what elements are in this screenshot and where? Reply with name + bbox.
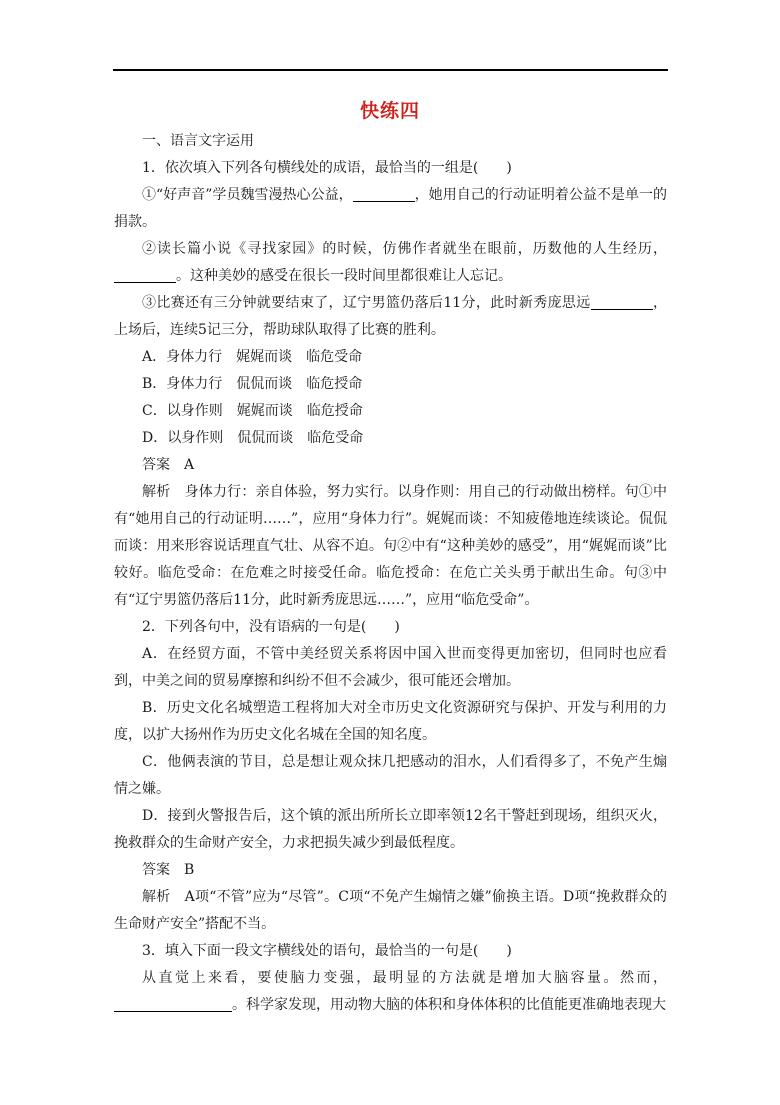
question-1-analysis: 解析 身体力行：亲自体验，努力实行。以身作则：用自己的行动做出榜样。句①中有“她用自己的行动证明……”，应用“身体力行”。娓娓而谈：不知疲倦地连续谈论。侃侃而谈：用来形容说话理直气壮、从容不迫。句②中有“这种美妙的感受”，用“娓娓而谈”比较好。临危受命：在危难之时接受任命。临危授命：在危亡关头勇于献出生命。句③中有“辽宁男篮仍落后11分，此时新秀庞思远……”，应用“临危受命”。 (114, 484, 667, 608)
question-2-option-b: B．历史文化名城塑造工程将加大对全市历史文化资源研究与保护、开发与利用的力度，以扩大扬州作为历史文化名城在全国的知名度。 (114, 700, 667, 743)
question-1-option-c: C．以身作则 娓娓而谈 临危授命 (142, 403, 363, 419)
header-rule (113, 69, 668, 71)
question-3-stem: 3．填入下面一段文字横线处的语句，最恰当的一句是( ) (142, 943, 512, 959)
question-1-option-b: B．身体力行 侃侃而谈 临危授命 (142, 376, 363, 392)
sentence-text: ，她用自己的行动证明着公益不是单一的捐款。 (114, 187, 667, 230)
question-3-passage (114, 965, 667, 1019)
fill-blank (591, 293, 653, 310)
fill-blank (114, 266, 176, 283)
sentence-text: ①“好声音”学员魏雪漫热心公益， (142, 187, 353, 203)
question-2-analysis: 解析 A项“不管”应为“尽管”。C项“不免产生煽情之嫌”偷换主语。D项“挽救群众的生命财产安全”搭配不当。 (114, 889, 667, 932)
question-1-answer: 答案 A (142, 457, 195, 473)
question-1-stem: 1．依次填入下列各句横线处的成语，最恰当的一组是( ) (142, 160, 512, 176)
page-title: 快练四 (359, 100, 420, 122)
fill-blank (114, 995, 232, 1012)
question-1-sentence-3 (114, 290, 667, 344)
question-1-option-a: A．身体力行 娓娓而谈 临危受命 (142, 349, 363, 365)
sentence-text: ②读长篇小说《寻找家园》的时候，仿佛作者就坐在眼前，历数他的人生经历， (142, 241, 667, 257)
sentence-text: ③比赛还有三分钟就要结束了，辽宁男篮仍落后11分，此时新秀庞思远 (142, 295, 591, 311)
section-heading: 一、语言文字运用 (142, 133, 254, 149)
question-2-option-c: C．他俩表演的节目，总是想让观众抹几把感动的泪水，人们看得多了，不免产生煽情之嫌。 (114, 754, 667, 797)
question-1-option-d: D．以身作则 侃侃而谈 临危受命 (142, 430, 364, 446)
passage-text: 。科学家发现，用动物大脑的体积和身体体积的比值能更准确地表现大 (232, 997, 666, 1013)
question-1-sentence-2 (114, 236, 667, 290)
sentence-text: 。这种美妙的感受在很长一段时间里都很难让人忘记。 (176, 268, 512, 284)
question-2-stem: 2．下列各句中，没有语病的一句是( ) (142, 619, 400, 635)
question-2-answer: 答案 B (142, 862, 195, 878)
document-body (114, 128, 667, 1019)
fill-blank (353, 185, 415, 202)
question-1-sentence-1 (114, 182, 667, 236)
question-2-option-d: D．接到火警报告后，这个镇的派出所所长立即率领12名干警赶到现场，组织灭火，挽救群众的生命财产安全，力求把损失减少到最低程度。 (114, 808, 667, 851)
sentence-text: ，上场后，连续5记三分，帮助球队取得了比赛的胜利。 (114, 295, 667, 338)
passage-text: 从直觉上来看，要使脑力变强，最明显的方法就是增加大脑容量。然而， (142, 970, 667, 986)
question-2-option-a: A．在经贸方面，不管中美经贸关系将因中国入世而变得更加密切，但同时也应看到，中美之间的贸易摩擦和纠纷不但不会减少，很可能还会增加。 (114, 646, 667, 689)
